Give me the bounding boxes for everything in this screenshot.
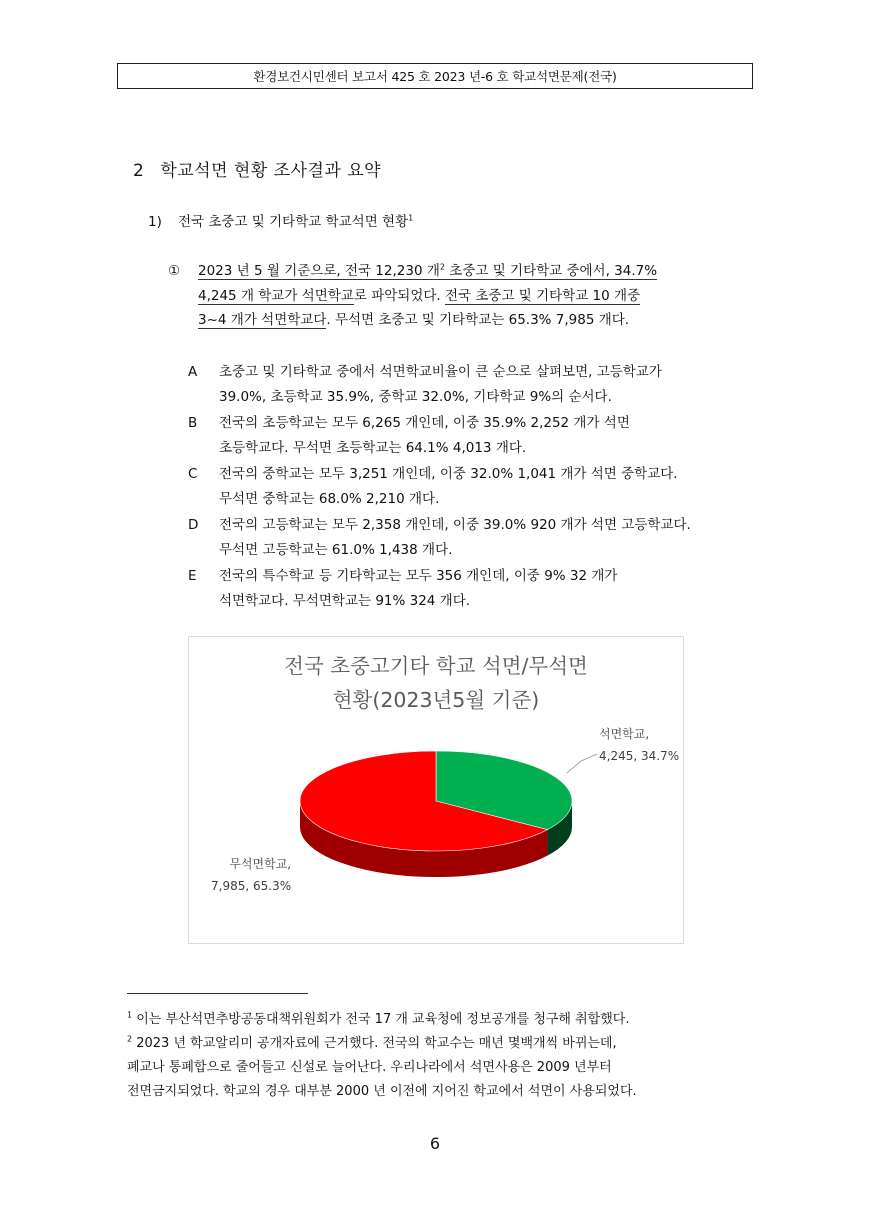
slice-label-asbestos: 석면학교, 4,245, 34.7% <box>599 727 680 763</box>
list-marker: B <box>188 415 198 431</box>
footnote-2-cont: 폐교나 통폐합으로 줄어들고 신설로 늘어난다. 우리나라에서 석면사용은 2009 년부터 <box>127 1060 612 1075</box>
summary-text-1: 로 파악되었다. <box>353 287 445 304</box>
list-item: B 전국의 초등학교는 모두 6,265 개인데, 이중 35.9% 2,252 개가 석면 초등학교다. 무석면 초등학교는 64.1% 4,013 개다. <box>188 411 758 461</box>
list-marker: E <box>188 568 197 584</box>
footnote-2-cont: 전면금지되었다. 학교의 경우 대부분 2000 년 이전에 지어진 학교에서 석면이 사용되었다. <box>127 1084 637 1099</box>
list-marker: D <box>188 517 199 533</box>
summary-underlined-3: 전국 초중고 및 기타학교 10 개중 <box>444 287 641 304</box>
list-marker: A <box>188 364 198 380</box>
page-number: 6 <box>429 1134 441 1153</box>
summary-underlined-4: 3~4 개가 석면학교다 <box>198 312 327 328</box>
leader-line-asbestos <box>567 754 597 773</box>
summary-underlined-1: 2023 년 5 월 기준으로, 전국 12,230 개$^2$ 초중고 및 기타학교 중에서, 34.7% <box>198 262 658 279</box>
detail-list <box>188 360 758 615</box>
summary-underlined-2: 4,245 개 학교가 석면학교 <box>198 287 354 304</box>
section-title-text: 학교석면 현황 조사결과 요약 <box>160 161 382 181</box>
subsection-heading <box>148 210 413 230</box>
footnotes <box>127 1008 747 1104</box>
chart-title: 전국 초중고기타 학교 석면/무석면 현황(2023년5월 기준) <box>284 654 588 712</box>
summary-paragraph <box>168 259 728 333</box>
pie-chart <box>188 636 684 944</box>
subsection-title-text: 전국 초중고 및 기타학교 학교석면 현황 <box>178 214 409 230</box>
report-header: 환경보건시민센터 보고서 425 호 2023 년-6 호 학교석면문제(전국) <box>117 63 753 89</box>
pie-chart-graphic <box>189 637 685 945</box>
footnote-1: $^1$ 이는 부산석면추방공동대책위원회가 전국 17 개 교육청에 정보공개를 청구해 취합했다. <box>127 1010 630 1027</box>
list-marker: C <box>188 466 198 482</box>
section-heading <box>133 156 381 181</box>
footnote-2: $^2$ 2023 년 학교알리미 공개자료에 근거했다. 전국의 학교수는 매년 몇백개씩 바뀌는데, <box>127 1034 617 1051</box>
slice-label-non-asbestos: 무석면학교, 7,985, 65.3% <box>211 857 292 893</box>
subsection-number: 1) <box>148 214 162 230</box>
summary-text-2: . 무석면 초중고 및 기타학교는 65.3% 7,985 개다. <box>326 312 630 328</box>
list-item: D 전국의 고등학교는 모두 2,358 개인데, 이중 39.0% 920 개가 석면 고등학교다. 무석면 고등학교는 61.0% 1,438 개다. <box>188 513 758 563</box>
list-item: A 초중고 및 기타학교 중에서 석면학교비율이 큰 순으로 살펴보면, 고등학교가 39.0%, 초등학교 35.9%, 중학교 32.0%, 기타학교 9%의 순서다. <box>188 360 758 410</box>
footnote-divider <box>127 993 308 994</box>
list-item: C 전국의 중학교는 모두 3,251 개인데, 이중 32.0% 1,041 개가 석면 중학교다. 무석면 중학교는 68.0% 2,210 개다. <box>188 462 758 512</box>
summary-marker: ① <box>168 263 181 279</box>
list-item: E 전국의 특수학교 등 기타학교는 모두 356 개인데, 이중 9% 32 개가 석면학교다. 무석면학교는 91% 324 개다. <box>188 564 758 614</box>
section-number: 2 <box>133 161 145 181</box>
footnote-ref-1: 1 <box>408 213 414 223</box>
footnote-ref-2: 2 <box>439 262 445 272</box>
